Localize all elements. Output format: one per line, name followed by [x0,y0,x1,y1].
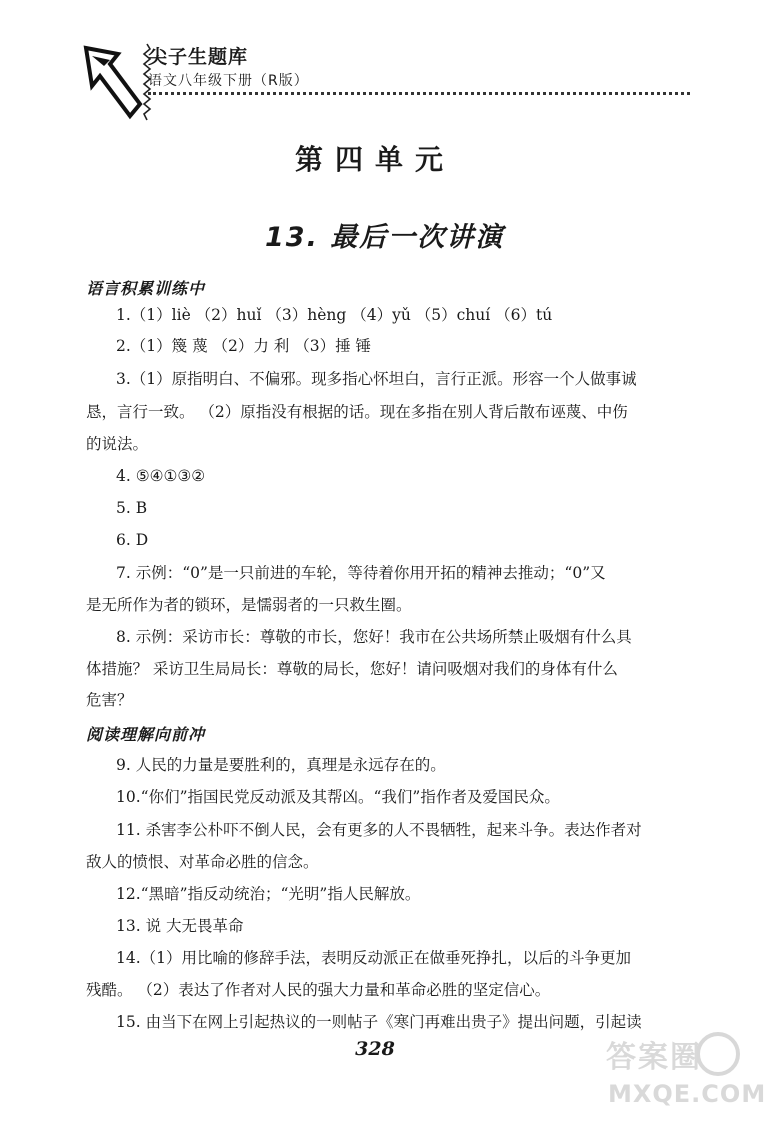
book-subtitle: 语文八年级下册（R版） [148,73,309,89]
answer-line: 敌人的愤恨、对革命必胜的信念。 [86,853,319,871]
unit-title: 第四单元 [294,143,455,176]
answer-line: 10.“你们”指国民党反动派及其帮凶。“我们”指作者及爱国民众。 [116,788,560,806]
answer-line: 的说法。 [86,435,149,453]
watermark-text-bottom: MXQE.COM [608,1080,766,1108]
answer-line: 11. 杀害李公朴吓不倒人民，会有更多的人不畏牺牲，起来斗争。表达作者对 [116,821,642,839]
arrow-logo-icon [78,44,142,122]
answer-line: 9. 人民的力量是要胜利的，真理是永远存在的。 [116,756,446,774]
answer-line: 残酷。 （2）表达了作者对人民的强大力量和革命必胜的坚定信心。 [86,981,551,999]
answer-line: 7. 示例：“0”是一只前进的车轮，等待着你用开拓的精神去推动；“0”又 [116,564,606,582]
answer-line: 5. B [116,499,148,517]
answer-line: 15. 由当下在网上引起热议的一则帖子《寒门再难出贵子》提出问题，引起读 [116,1013,642,1031]
answer-line: 4. ⑤④①③② [116,467,206,485]
watermark-logo [602,1028,766,1116]
section-heading-language: 语言积累训练中 [86,279,206,298]
answer-line: 危害？ [86,691,133,709]
header-dotted-rule [148,92,690,95]
section-heading-reading: 阅读理解向前冲 [86,725,206,744]
answer-line: 14.（1）用比喻的修辞手法，表明反动派正在做垂死挣扎，以后的斗争更加 [116,949,632,967]
answer-line: 8. 示例：采访市长：尊敬的市长，您好！我市在公共场所禁止吸烟有什么具 [116,628,632,646]
watermark-text-top: 答案圈 [606,1040,702,1075]
answer-line: 是无所作为者的锁环，是懦弱者的一只救生圈。 [86,596,412,614]
answer-line: 6. D [116,531,149,549]
answer-line: 12.“黑暗”指反动统治；“光明”指人民解放。 [116,885,421,903]
answer-line: 2.（1）篾 蔑 （2）力 利 （3）捶 锤 [116,337,372,355]
answer-line: 体措施？ 采访卫生局局长：尊敬的局长，您好！请问吸烟对我们的身体有什么 [86,660,618,678]
page-number: 328 [355,1038,395,1060]
answer-line: 1.（1）liè （2）huǐ （3）hèng （4）yǔ （5）chuí （6）tú [116,306,553,324]
lesson-title: 13. 最后一次讲演 [265,222,505,253]
answer-line: 3.（1）原指明白、不偏邪。现多指心怀坦白，言行正派。形容一个人做事诚 [116,370,637,388]
answer-line: 13. 说 大无畏革命 [116,917,244,935]
answer-line: 恳，言行一致。 （2）原指没有根据的话。现在多指在别人背后散布诬蔑、中伤 [86,403,628,421]
book-brand: 尖子生题库 [148,46,249,68]
